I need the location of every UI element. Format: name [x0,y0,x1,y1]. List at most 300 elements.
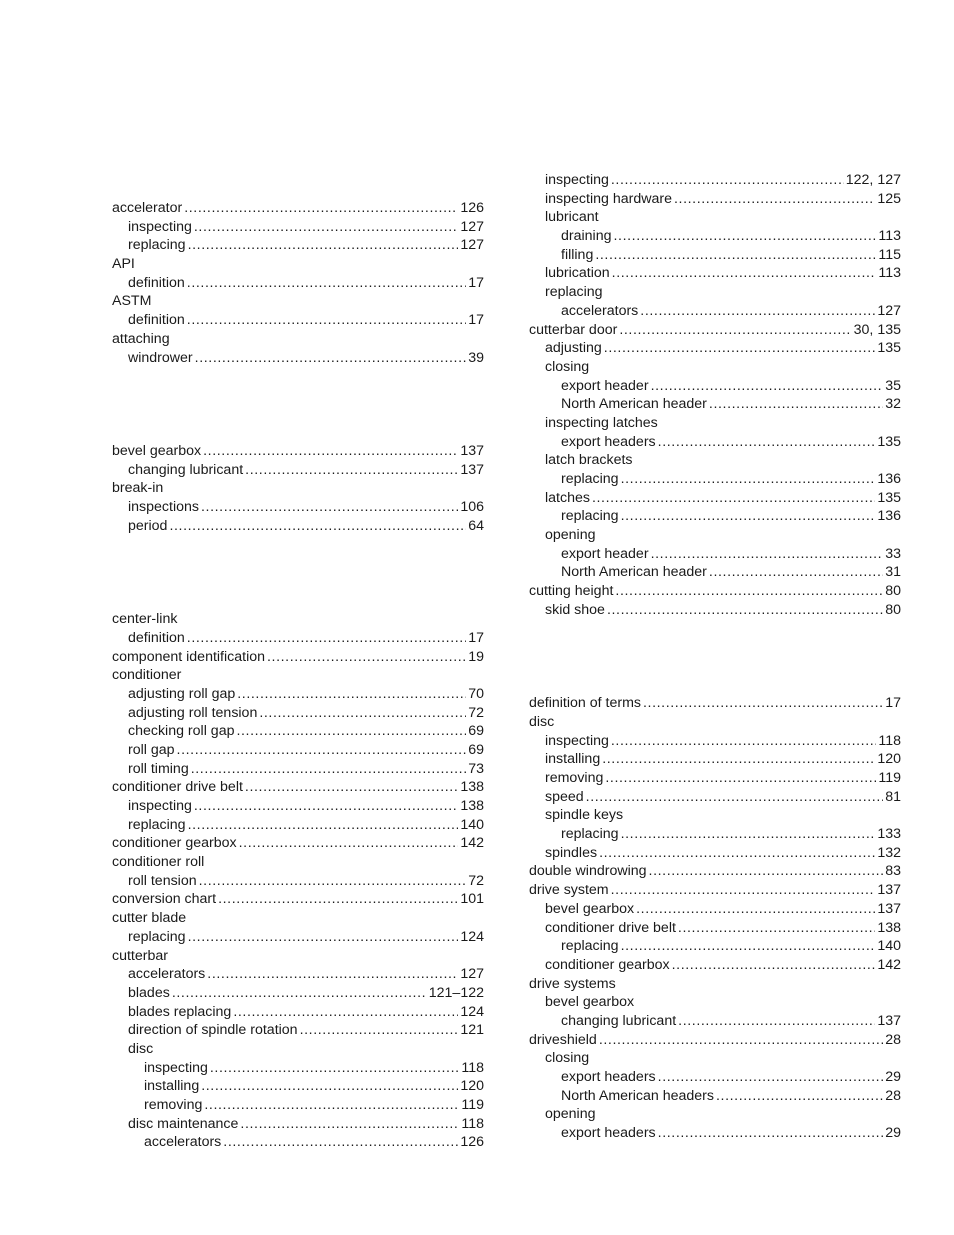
section-gap [112,573,484,592]
index-subentry [529,489,901,508]
index-entry [112,255,484,274]
dot-leader [678,919,875,938]
page-reference: 121 [460,1022,484,1039]
page-reference: 137 [877,900,901,917]
dot-leader [607,601,883,620]
page-reference: 17 [885,695,901,712]
index-subentry [529,208,901,227]
index-term: export header [561,377,649,394]
dot-leader [709,395,883,414]
index-term: replacing [128,928,186,945]
index-term: component identification [112,648,266,665]
page-reference: 136 [877,471,901,487]
dot-leader [613,227,876,246]
index-subentry [529,470,901,489]
dot-leader [586,788,884,807]
index-subentry [112,1059,484,1078]
page-reference: 83 [885,863,901,880]
dot-leader [651,377,884,396]
index-entry [112,909,484,928]
index-term: North American header [561,396,707,413]
index-term: inspections [128,499,199,515]
dot-leader [218,890,458,909]
index-term: disc [529,713,555,730]
index-term: definition [128,274,185,291]
index-term: replacing [561,471,619,487]
dot-leader [602,750,875,769]
index-term: windrower [128,349,193,366]
index-subentry [112,1096,484,1115]
index-term: accelerator [112,200,183,216]
index-subentry [529,545,901,564]
index-term: roll tension [128,872,197,889]
index-subentry [112,685,484,704]
index-term: period [128,517,168,534]
page-reference: 101 [460,891,484,908]
index-entry [529,321,901,340]
index-subentry [529,769,901,788]
index-term: skid shoe [545,601,605,618]
page-reference: 17 [468,274,484,291]
dot-leader [300,1021,459,1040]
index-subentry [529,993,901,1012]
page-reference: 120 [877,751,901,768]
index-term: bevel gearbox [545,994,635,1011]
section-gap [112,591,484,610]
dot-leader [223,1133,458,1152]
index-term: double windrowing [529,863,647,880]
page-reference: 142 [877,956,901,973]
dot-leader [649,862,884,881]
index-subentry [529,171,901,190]
page-reference: 70 [468,685,484,702]
page-reference: 39 [468,349,484,366]
index-subentry [112,741,484,760]
index-term: API [112,256,135,273]
page-reference: 121–122 [428,984,484,1001]
index-subentry [529,750,901,769]
index-subentry [112,965,484,984]
index-term: cutterbar door [529,321,618,338]
dot-leader [611,171,844,190]
index-term: replacing [561,826,619,843]
index-subentry [529,1068,901,1087]
page-reference: 17 [468,629,484,646]
index-entry [529,881,901,900]
index-term: adjusting [545,340,602,357]
index-term: direction of spindle rotation [128,1022,298,1039]
section-gap [112,423,484,442]
page-reference: 135 [877,433,901,450]
dot-leader [187,274,466,293]
index-subentry [112,797,484,816]
dot-leader [199,872,467,891]
page-reference: 35 [885,377,901,394]
page-reference: 126 [460,200,484,216]
page-reference: 132 [877,844,901,861]
dot-leader [621,507,876,526]
index-subentry [112,274,484,293]
dot-leader [599,844,875,863]
index-term: lubricant [545,209,599,226]
index-term: inspecting hardware [545,190,672,207]
dot-leader [188,928,459,947]
page-reference: 127 [460,966,484,983]
page-reference: 122, 127 [845,172,901,188]
dot-leader [188,816,459,835]
index-term: inspecting latches [545,414,658,431]
index-term: inspecting [545,172,609,188]
index-term: inspecting [545,732,609,749]
page-reference: 30, 135 [853,321,901,338]
section-gap [112,405,484,424]
index-subentry [529,377,901,396]
page-reference: 29 [885,1125,901,1142]
page-reference: 106 [460,499,484,515]
index-subentry [529,956,901,975]
index-term: blades replacing [128,1003,232,1020]
index-term: conditioner roll [112,854,205,871]
index-term: removing [144,1097,203,1113]
index-subentry [529,227,901,246]
page-reference: 118 [461,1059,484,1076]
index-subentry [529,526,901,545]
index-term: definition [128,629,185,646]
index-column-left [112,199,484,1152]
page-reference: 118 [461,1115,484,1132]
index-subentry [529,302,901,321]
page-reference: 119 [878,770,901,786]
dot-leader [184,199,458,218]
index-entry [112,853,484,872]
page-reference: 127 [460,237,484,254]
index-term: checking roll gap [128,723,235,740]
page-reference: 119 [461,1097,484,1113]
dot-leader [595,246,876,265]
index-term: bevel gearbox [112,442,202,459]
page-reference: 137 [460,442,484,459]
index-term: changing lubricant [128,461,244,478]
dot-leader [599,1031,883,1050]
page-reference: 138 [877,919,901,936]
index-term: inspecting [128,798,192,814]
index-term: roll timing [128,760,189,777]
page-reference: 127 [877,302,901,319]
index-term: conditioner gearbox [112,835,237,852]
dot-leader [611,732,876,751]
index-subentry [529,806,901,825]
page-reference: 137 [460,461,484,478]
page-reference: 137 [877,882,901,899]
index-term: North American headers [561,1087,714,1104]
index-entry [529,713,901,732]
dot-leader [619,321,851,340]
page-reference: 140 [877,938,901,955]
index-term: filling [561,246,594,263]
index-term: conversion chart [112,891,217,908]
dot-leader [210,1059,459,1078]
index-term: closing [545,1050,590,1067]
index-subentry [112,311,484,330]
page-reference: 137 [877,1012,901,1029]
index-subentry [529,788,901,807]
page-reference: 125 [877,190,901,207]
index-subentry [112,218,484,237]
index-term: export header [561,545,649,562]
dot-leader [207,965,458,984]
dot-leader [658,1124,884,1143]
page-reference: 118 [878,732,901,749]
index-term: installing [144,1078,200,1095]
dot-leader [194,797,458,816]
index-term: inspecting [128,218,192,235]
index-term: draining [561,228,612,245]
dot-leader [237,685,466,704]
index-subentry [529,395,901,414]
index-term: replacing [561,508,619,525]
page-reference: 142 [460,835,484,852]
index-subentry [529,1105,901,1124]
index-term: conditioner drive belt [112,779,243,796]
page-reference: 19 [468,648,484,665]
index-subentry [112,722,484,741]
index-subentry [112,816,484,835]
page-reference: 69 [468,723,484,740]
index-term: installing [545,751,601,768]
index-term: cutter blade [112,910,187,927]
dot-leader [621,470,876,489]
index-term: closing [545,358,590,375]
index-term: spindles [545,844,598,861]
dot-leader [672,956,876,975]
dot-leader [643,694,883,713]
dot-leader [651,545,884,564]
dot-leader [621,825,876,844]
index-entry [529,582,901,601]
page-reference: 120 [460,1078,484,1095]
index-subentry [529,1012,901,1031]
page-reference: 124 [460,1003,484,1020]
dot-leader [658,1068,884,1087]
index-term: opening [545,527,596,544]
dot-leader [194,218,458,237]
page-reference: 29 [885,1069,901,1085]
section-gap [112,535,484,554]
index-subentry [529,358,901,377]
index-term: opening [545,1106,596,1123]
index-term: accelerators [144,1134,222,1151]
index-subentry [112,760,484,779]
index-term: driveshield [529,1031,597,1048]
index-term: ASTM [112,293,152,310]
dot-leader [233,1003,458,1022]
index-term: changing lubricant [561,1012,677,1029]
page-reference: 135 [877,489,901,506]
page-reference: 31 [885,564,901,581]
dot-leader [245,778,458,797]
index-term: latch brackets [545,452,633,469]
page-reference: 136 [877,508,901,525]
page-reference: 72 [468,704,484,721]
index-subentry [529,1049,901,1068]
index-term: blades [128,984,170,1001]
index-subentry [529,246,901,265]
index-subentry [529,283,901,302]
section-gap [112,386,484,405]
page-reference: 28 [885,1087,901,1104]
index-subentry [529,732,901,751]
index-term: North American header [561,564,707,581]
index-term: export headers [561,433,656,450]
index-entry [112,292,484,311]
index-term: conditioner [112,667,182,684]
index-term: adjusting roll tension [128,704,258,721]
index-term: inspecting [144,1059,208,1076]
page-reference: 138 [460,798,484,814]
index-term: drive systems [529,975,616,992]
index-subentry [112,1133,484,1152]
page-reference: 64 [468,517,484,534]
index-entry [112,648,484,667]
index-subentry [529,937,901,956]
index-subentry [529,451,901,470]
index-subentry [529,1124,901,1143]
page-reference: 113 [878,265,901,282]
index-subentry [529,507,901,526]
index-subentry [112,704,484,723]
index-subentry [529,339,901,358]
index-subentry [112,928,484,947]
index-term: lubrication [545,265,610,282]
index-term: accelerators [561,302,639,319]
index-subentry [112,498,484,517]
section-gap [529,620,901,639]
index-entry [112,666,484,685]
page-reference: 28 [885,1031,901,1048]
index-subentry [529,825,901,844]
index-subentry [529,414,901,433]
index-term: replacing [561,938,619,955]
index-column-right [529,171,901,1143]
index-subentry [529,563,901,582]
dot-leader [605,769,876,788]
index-term: export headers [561,1069,656,1085]
section-gap [529,638,901,657]
index-entry [112,199,484,218]
dot-leader [611,881,876,900]
index-term: roll gap [128,741,175,758]
dot-leader [191,760,467,779]
dot-leader [172,984,427,1003]
dot-leader [201,498,458,517]
index-subentry [529,844,901,863]
index-term: replacing [128,816,186,833]
dot-leader [201,1077,458,1096]
index-subentry [529,264,901,283]
index-subentry [529,601,901,620]
index-entry [529,862,901,881]
page-reference: 81 [885,788,901,805]
index-subentry [112,872,484,891]
index-subentry [112,349,484,368]
index-term: attaching [112,330,170,347]
page-reference: 140 [460,816,484,833]
index-entry [112,890,484,909]
index-term: replacing [545,284,603,301]
index-subentry [529,900,901,919]
page-reference: 32 [885,396,901,413]
dot-leader [658,433,876,452]
dot-leader [615,582,883,601]
dot-leader [674,190,875,209]
dot-leader [716,1087,883,1106]
page-reference: 69 [468,741,484,758]
index-subentry [112,517,484,536]
dot-leader [640,302,875,321]
index-term: drive system [529,882,609,899]
section-gap [529,657,901,676]
index-subentry [112,461,484,480]
dot-leader [195,349,467,368]
dot-leader [604,339,876,358]
dot-leader [678,1012,875,1031]
index-subentry [112,1040,484,1059]
index-entry [112,778,484,797]
index-subentry [112,984,484,1003]
page-reference: 17 [468,312,484,329]
index-term: bevel gearbox [545,900,635,917]
dot-leader [188,236,459,255]
dot-leader [187,311,466,330]
dot-leader [240,1115,459,1134]
index-term: definition of terms [529,695,641,712]
page-reference: 80 [885,601,901,618]
index-term: export headers [561,1125,656,1142]
index-term: center-link [112,611,178,628]
dot-leader [709,563,883,582]
dot-leader [259,704,466,723]
page-reference: 115 [878,246,901,263]
index-subentry [112,1115,484,1134]
dot-leader [621,937,876,956]
index-entry [112,947,484,966]
index-subentry [112,236,484,255]
page-reference: 124 [460,928,484,945]
dot-leader [236,722,466,741]
index-subentry [529,1087,901,1106]
index-entry [112,479,484,498]
index-subentry [112,629,484,648]
dot-leader [203,442,458,461]
index-term: removing [545,770,604,786]
index-entry [112,610,484,629]
section-gap [112,367,484,386]
page-reference: 73 [468,760,484,777]
page-reference: 138 [460,779,484,796]
dot-leader [245,461,458,480]
index-entry [529,1031,901,1050]
dot-leader [636,900,875,919]
index-term: conditioner drive belt [545,919,676,936]
index-term: disc [128,1040,154,1057]
dot-leader [187,629,466,648]
dot-leader [592,489,875,508]
index-term: replacing [128,237,186,254]
index-subentry [112,1021,484,1040]
index-term: cutting height [529,583,614,600]
page-reference: 72 [468,872,484,889]
dot-leader [612,264,877,283]
